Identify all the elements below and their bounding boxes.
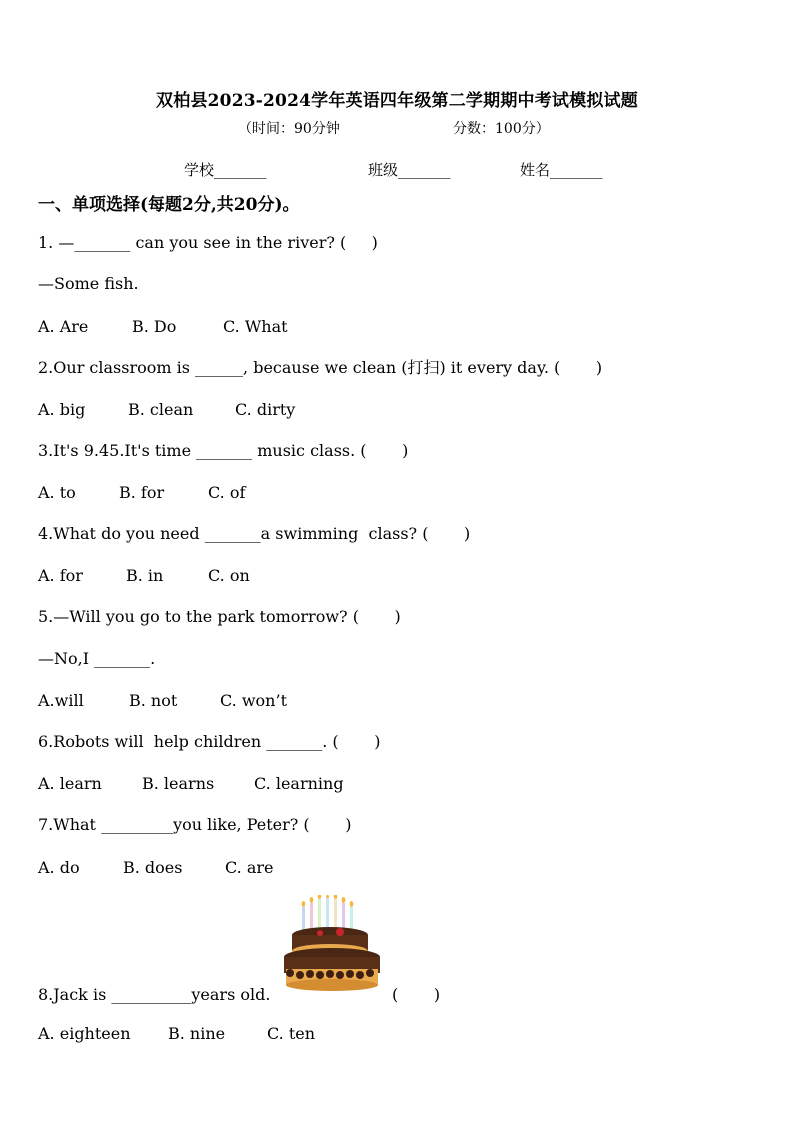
q6-option-c: C. learning	[254, 774, 344, 793]
question-2: 2.Our classroom is ______, because we clean (打扫) it every day. ( )	[38, 358, 603, 377]
section-heading: 一、单项选择(每题2分,共20分)。	[38, 195, 300, 215]
q4-option-c: C. on	[208, 566, 250, 585]
q8-option-b: B. nine	[168, 1024, 226, 1043]
q3-option-a: A. to	[38, 483, 76, 502]
q2-option-b: B. clean	[128, 400, 194, 419]
question-5-answer-line: —No,I _______.	[38, 649, 156, 668]
name-field: 姓名_______	[520, 161, 603, 179]
exam-time: （时间：90分钟	[238, 121, 340, 137]
question-1-answer-line: —Some fish.	[38, 274, 139, 293]
question-8-answer-bracket: ( )	[392, 985, 441, 1004]
q1-option-c: C. What	[223, 317, 288, 336]
class-field: 班级_______	[368, 161, 451, 179]
q7-option-a: A. do	[38, 858, 80, 877]
question-8: 8.Jack is __________years old.	[38, 985, 271, 1004]
q4-option-b: B. in	[126, 566, 164, 585]
question-1: 1. —_______ can you see in the river? ( )	[38, 233, 378, 252]
q3-option-b: B. for	[119, 483, 165, 502]
q7-option-c: C. are	[225, 858, 274, 877]
school-field: 学校_______	[184, 161, 267, 179]
question-4: 4.What do you need _______a swimming class? ( )	[38, 524, 471, 543]
q6-option-b: B. learns	[142, 774, 215, 793]
q3-option-c: C. of	[208, 483, 246, 502]
q4-option-a: A. for	[38, 566, 83, 585]
question-7: 7.What _________you like, Peter? ( )	[38, 815, 352, 834]
q8-option-a: A. eighteen	[38, 1024, 131, 1043]
q2-option-a: A. big	[38, 400, 86, 419]
birthday-cake-image	[280, 895, 384, 995]
q2-option-c: C. dirty	[235, 400, 296, 419]
q8-option-c: C. ten	[267, 1024, 316, 1043]
q1-option-a: A. Are	[38, 317, 89, 336]
q7-option-b: B. does	[123, 858, 183, 877]
question-5: 5.—Will you go to the park tomorrow? ( )	[38, 607, 401, 626]
exam-score: 分数：100分）	[453, 121, 550, 137]
q1-option-b: B. Do	[132, 317, 177, 336]
question-6: 6.Robots will help children _______. ( )	[38, 732, 381, 751]
page-title: 双柏县2023-2024学年英语四年级第二学期期中考试模拟试题	[156, 91, 638, 111]
q5-option-b: B. not	[129, 691, 178, 710]
q5-option-a: A.will	[38, 691, 84, 710]
q5-option-c: C. won’t	[220, 691, 287, 710]
q6-option-a: A. learn	[38, 774, 102, 793]
question-3: 3.It's 9.45.It's time _______ music class. ( )	[38, 441, 409, 460]
